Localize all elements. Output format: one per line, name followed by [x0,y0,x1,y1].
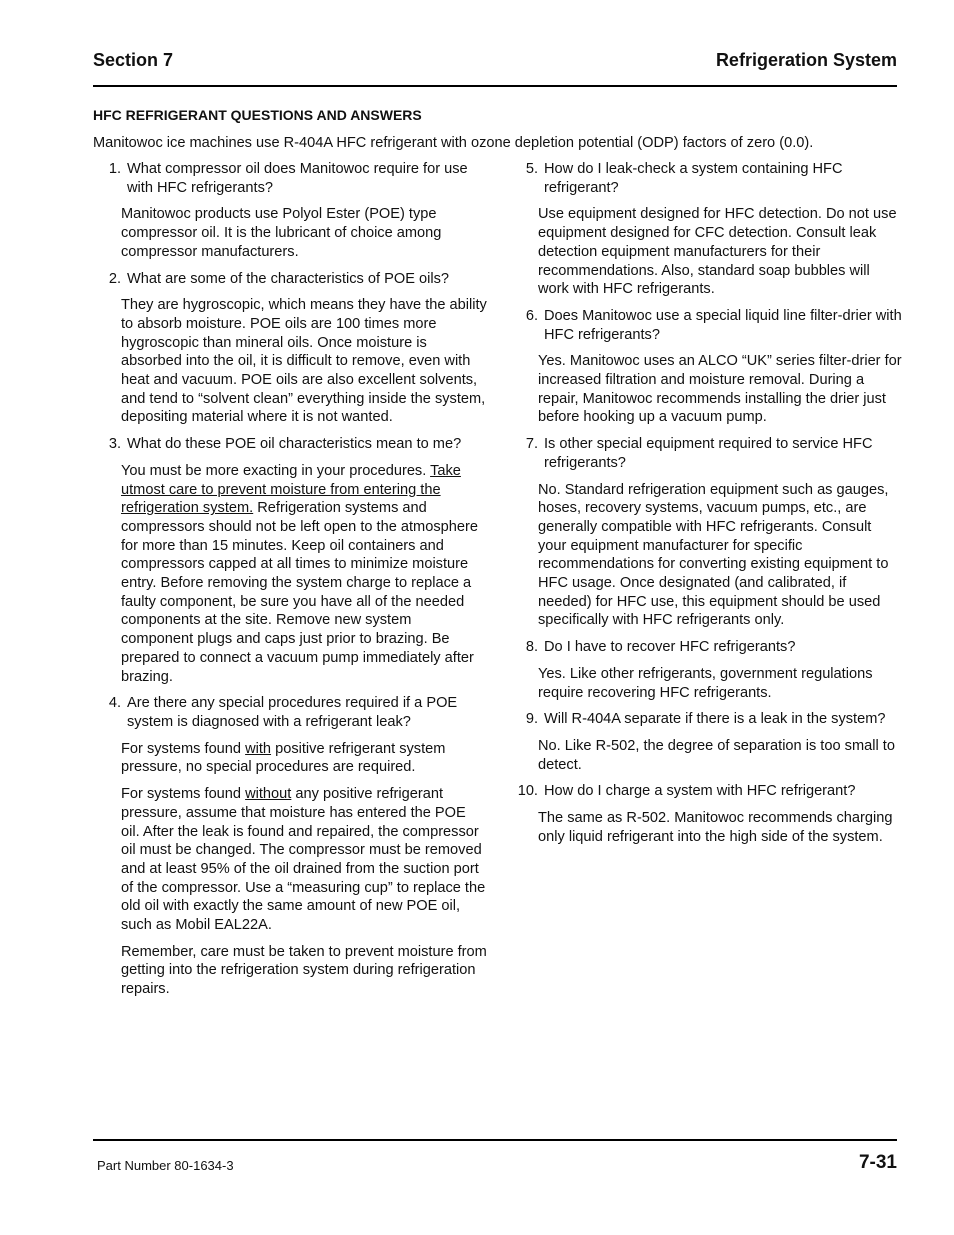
question-number: 4. [108,695,121,712]
answer-9: No. Like R-502, the degree of separation is too small to detect. [538,737,895,773]
right-column [510,160,902,855]
answer-6: Yes. Manitowoc uses an ALCO “UK” series filter-drier for increased filtration and moisture removal. During a repair, Manitowoc recommends installing the drier just before hooking up a vacuum pump. [538,353,902,426]
question-1 [93,160,487,197]
answer-10: The same as R-502. Manitowoc recommends charging only liquid refrigerant into the high side of the system. [538,810,893,845]
answer-4-part-1 [121,740,487,777]
question-text: Do I have to recover HFC refrigerants? [544,639,796,656]
question-number: 10. [517,783,538,800]
question-text: Are there any special procedures required if a POE system is diagnosed with a refrigerant leak? [127,695,458,730]
answer-1: Manitowoc products use Polyol Ester (POE) type compressor oil. It is the lubricant of choice among compressor manufacturers. [121,206,442,260]
question-9 [510,710,902,729]
question-text: How do I charge a system with HFC refrigerant? [544,783,856,800]
intro-paragraph: Manitowoc ice machines use R-404A HFC refrigerant with ozone depletion potential (ODP) factors of zero (0.0). [93,135,814,151]
page-header [93,50,897,87]
underlined-word: without [245,786,292,803]
question-number: 8. [525,639,538,656]
question-7 [510,435,902,472]
question-text: Will R-404A separate if there is a leak in the system? [544,711,886,728]
underlined-word: with [245,740,272,757]
question-4 [93,694,487,731]
footer-rule [93,1139,897,1141]
question-number: 9. [525,711,538,728]
answer-text: For systems found [121,740,246,757]
answer-4-part-2 [121,785,487,935]
question-6 [510,307,902,344]
question-3 [93,435,487,454]
answer-text: positive refrigerant system pressure, no special procedures are required. [121,740,446,776]
section-label: Section 7 [93,50,174,70]
question-number: 1. [108,161,121,177]
question-number: 5. [525,161,538,177]
question-text: What are some of the characteristics of POE oils? [127,270,450,287]
answer-8: Yes. Like other refrigerants, government regulations require recovering HFC refrigerants. [538,665,873,701]
answer-3 [121,462,487,686]
answer-text: Refrigeration systems and compressors should not be left open to the atmosphere for more than 15 minutes. Keep oil containers and compressors capped at all times to minimize moisture entry. Before removing the system charge to replace a faulty component, be sure you have all of the needed components at the site. Remove new system component plugs and caps just prior to brazing. Be prepared to connect a vacuum pump immediately after brazing. [121,500,478,685]
part-number: Part Number 80-1634-3 [97,1158,234,1173]
question-number: 3. [108,436,121,453]
answer-text: For systems found [121,786,246,803]
question-number: 2. [108,270,121,287]
answer-4-part-3: Remember, care must be taken to prevent moisture from getting into the refrigeration system during refrigeration repairs. [121,943,487,998]
question-2 [93,270,487,289]
question-8 [510,638,902,657]
answer-text: You must be more exacting in your procedures. [121,462,431,479]
question-5 [510,160,902,197]
question-text: Does Manitowoc use a special liquid line filter-drier with HFC refrigerants? [544,307,902,343]
question-text: How do I leak-check a system containing HFC refrigerant? [544,161,843,196]
answer-5: Use equipment designed for HFC detection. Do not use equipment designed for CFC detection. Consult leak detection equipment manufacturers for their recommendations. Also, standard soap bubbles will work with HFC refrigerants. [538,206,897,298]
question-text: What compressor oil does Manitowoc require for use with HFC refrigerants? [127,161,468,196]
answer-text: any positive refrigerant pressure, assume that moisture has entered the POE oil. After the leak is found and repaired, the compressor oil must be changed. The compressor must be removed and at least 95% of the oil drained from the suction port of the compressor. Use a “measuring cup” to replace the old oil with exactly the same amount of new POE oil, such as Mobil EAL22A. [121,786,486,934]
question-number: 6. [525,307,538,324]
left-column [93,160,487,1007]
question-10 [510,782,902,801]
question-text: Is other special equipment required to service HFC refrigerants? [544,436,873,471]
section-title: Refrigeration System [715,50,897,70]
underlined-warning: Take utmost care to prevent moisture from entering the refrigeration system. [121,462,461,517]
question-text: What do these POE oil characteristics mean to me? [127,436,462,453]
page-number: 7-31 [858,1152,897,1173]
answer-2: They are hygroscopic, which means they have the ability to absorb moisture. POE oils are 100 times more hygroscopic than mineral oils. Once moisture is absorbed into the oil, it is difficult to remove, even with heat and vacuum. POE oils are also excellent solvents, and tend to “solvent clean” everything inside the system, depositing material where it is not wanted. [121,297,487,426]
question-number: 7. [525,436,538,453]
answer-7: No. Standard refrigeration equipment such as gauges, hoses, recovery systems, vacuum pumps, etc., are generally compatible with HFC refrigerants. Consult your equipment manufacturer for specific recommendations for converting existing equipment to HFC usage. Once designated (and calibrated, if needed) for HFC use, this equipment should be used specifically with HFC refrigerants only. [538,481,889,629]
page-heading: HFC REFRIGERANT QUESTIONS AND ANSWERS [93,107,422,123]
